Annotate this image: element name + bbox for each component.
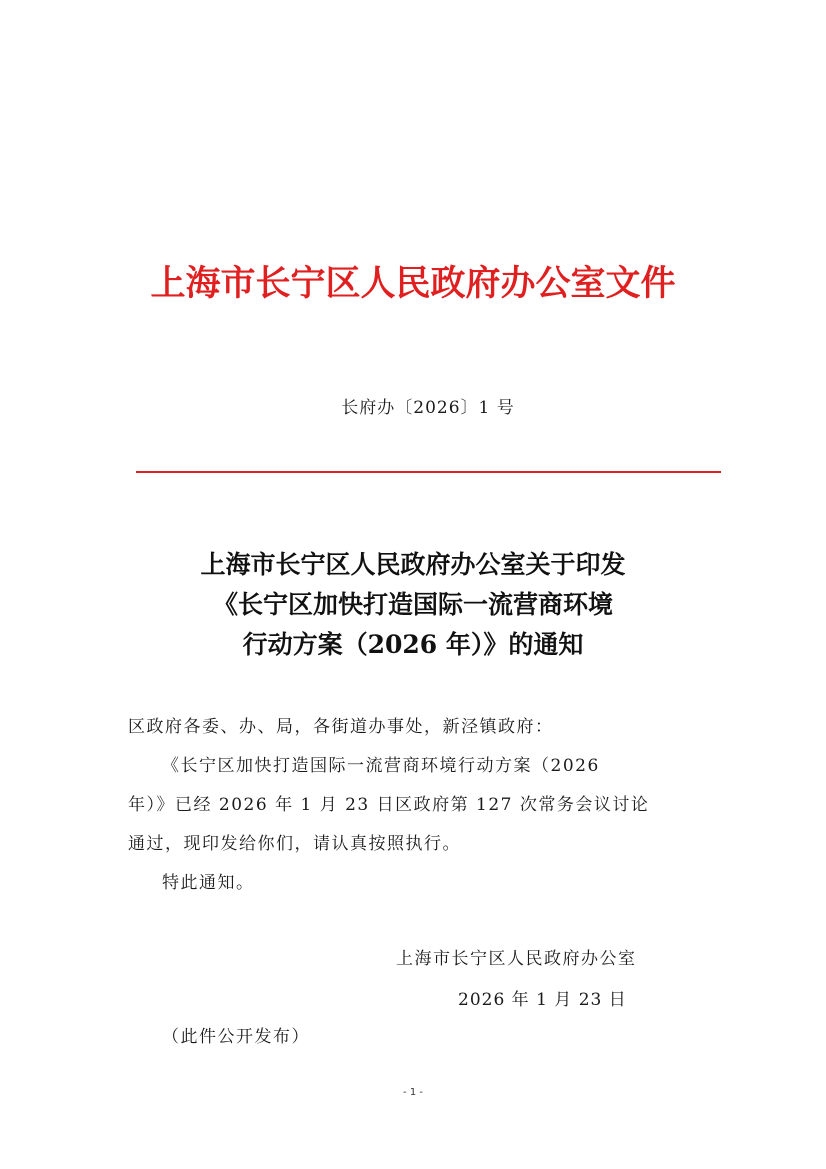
signature-date: 2026 年 1 月 23 日: [458, 990, 627, 1010]
body-paragraph-line-2: 年）》已经 2026 年 1 月 23 日区政府第 127 次常务会议讨论: [128, 795, 650, 815]
notice-title-line-1: 上海市长宁区人民政府办公室关于印发: [200, 550, 626, 579]
body-paragraph-line-3: 通过，现印发给你们，请认真按照执行。: [128, 834, 461, 854]
signature-organization: 上海市长宁区人民政府办公室: [396, 949, 637, 969]
issuing-office-header: 上海市长宁区人民政府办公室文件: [150, 263, 676, 304]
body-paragraph-line-1: 《长宁区加快打造国际一流营商环境行动方案（2026: [162, 756, 600, 776]
publication-note: （此件公开发布）: [162, 1027, 310, 1047]
notice-title-line-2: 《长宁区加快打造国际一流营商环境: [212, 590, 613, 619]
red-separator-line: [136, 471, 721, 473]
page-number: - 1 -: [403, 1087, 423, 1098]
closing-line: 特此通知。: [162, 873, 255, 893]
notice-title-line-3: 行动方案（2026 年）》的通知: [242, 630, 584, 659]
document-number: 长府办〔2026〕1 号: [341, 398, 515, 418]
addressee-line: 区政府各委、办、局，各街道办事处，新泾镇政府：: [128, 717, 554, 737]
notice-body: [128, 708, 708, 903]
notice-title: [0, 545, 826, 665]
